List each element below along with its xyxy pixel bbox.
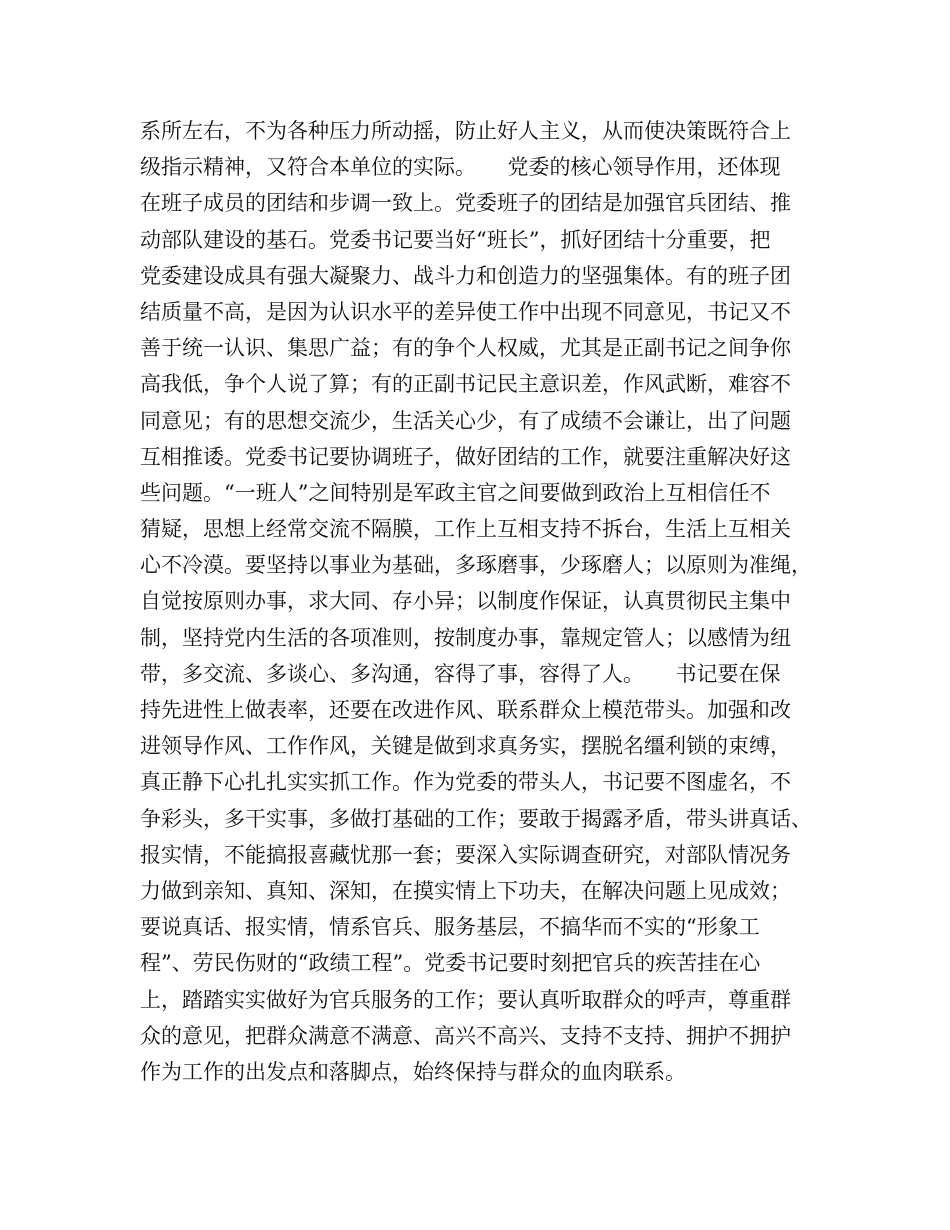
- body-text: [140, 113, 830, 1090]
- text-line: 些问题。“一班人”之间特别是军政主官之间要做到政治上互相信任不: [140, 480, 771, 505]
- text-line: 争彩头，多干实事，多做打基础的工作；要敢于揭露矛盾，带头讲真话、: [140, 806, 812, 831]
- text-line: 程”、劳民伤财的“政绩工程”。党委书记要时刻把官兵的疾苦挂在心: [140, 951, 761, 976]
- text-line: 在班子成员的团结和步调一致上。党委班子的团结是加强官兵团结、推: [140, 191, 791, 216]
- text-line: 持先进性上做表率，还要在改进作风、联系群众上模范带头。加强和改: [140, 698, 791, 722]
- text-line: 互相推诿。党委书记要协调班子，做好团结的工作，就要注重解决好这: [140, 444, 791, 469]
- text-line: 动部队建设的基石。党委书记要当好“班长”，抓好团结十分重要，把: [140, 227, 771, 252]
- text-line: 结质量不高，是因为认识水平的差异使工作中出现不同意见，书记又不: [140, 299, 791, 324]
- text-line: 高我低，争个人说了算；有的正副书记民主意识差，作风武断，难容不: [140, 372, 791, 397]
- text-line: 力做到亲知、真知、深知，在摸实情上下功夫，在解决问题上见成效；: [140, 878, 791, 903]
- text-line: 党委建设成具有强大凝聚力、战斗力和创造力的坚强集体。有的班子团: [140, 263, 791, 288]
- text-line: 要说真话、报实情，情系官兵、服务基层，不搞华而不实的“形象工: [140, 915, 760, 940]
- text-line: 作为工作的出发点和落脚点，始终保持与群众的血肉联系。: [140, 1059, 686, 1084]
- text-line: 系所左右，不为各种压力所动摇，防止好人主义，从而使决策既符合上: [140, 119, 791, 143]
- text-line: 级指示精神，又符合本单位的实际。 党委的核心领导作用，还体现: [140, 155, 781, 180]
- text-line: 猜疑，思想上经常交流不隔膜，工作上互相支持不拆台，生活上互相关: [140, 517, 791, 542]
- text-line: 报实情，不能搞报喜藏忧那一套；要深入实际调查研究，对部队情况务: [140, 842, 791, 867]
- text-line: 真正静下心扎扎实实抓工作。作为党委的带头人，书记要不图虚名，不: [140, 770, 791, 795]
- text-line: 众的意见，把群众满意不满意、高兴不高兴、支持不支持、拥护不拥护: [140, 1023, 791, 1048]
- text-line: 同意见；有的思想交流少，生活关心少，有了成绩不会谦让，出了问题: [140, 408, 791, 433]
- text-line: 上，踏踏实实做好为官兵服务的工作；要认真听取群众的呼声，尊重群: [140, 987, 791, 1012]
- text-line: 自觉按原则办事，求大同、存小异；以制度作保证，认真贯彻民主集中: [140, 589, 791, 614]
- text-line: 心不冷漠。要坚持以事业为基础，多琢磨事，少琢磨人；以原则为准绳，: [140, 553, 812, 578]
- text-line: 制，坚持党内生活的各项准则，按制度办事，靠规定管人；以感情为纽: [140, 625, 791, 650]
- text-line: 进领导作风、工作作风，关键是做到求真务实，摆脱名缰利锁的束缚，: [140, 734, 791, 759]
- text-line: 善于统一认识、集思广益；有的争个人权威，尤其是正副书记之间争你: [140, 336, 791, 361]
- text-line: 带，多交流、多谈心、多沟通，容得了事，容得了人。 书记要在保: [140, 661, 781, 686]
